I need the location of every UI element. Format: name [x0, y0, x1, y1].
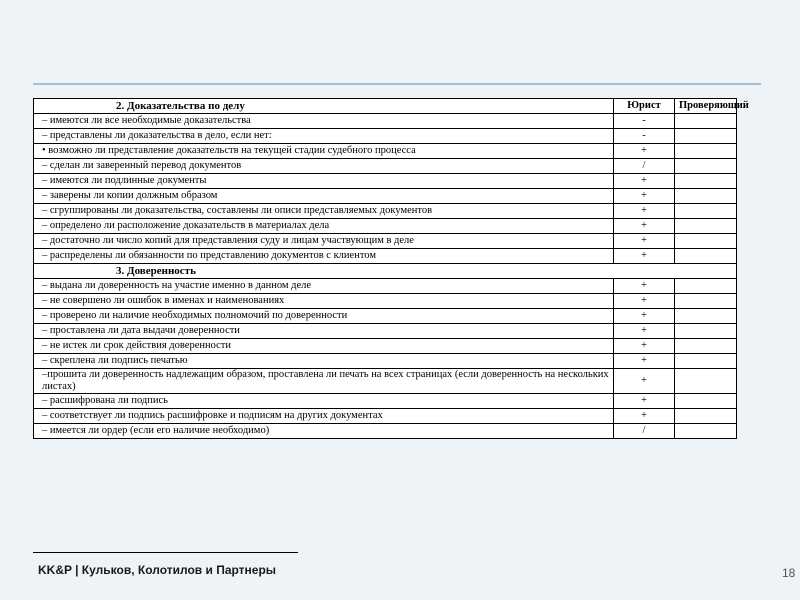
table-row	[34, 309, 737, 324]
checker-mark	[675, 204, 737, 219]
item-text: – сделан ли заверенный перевод документов	[34, 159, 614, 174]
checker-mark	[675, 219, 737, 234]
checker-mark	[675, 189, 737, 204]
lawyer-mark: +	[614, 309, 675, 324]
item-text: – определено ли расположение доказательств в материалах дела	[34, 219, 614, 234]
item-text: – заверены ли копии должным образом	[34, 189, 614, 204]
checker-mark	[675, 394, 737, 409]
checker-mark	[675, 129, 737, 144]
table-row	[34, 424, 737, 439]
table-row	[34, 234, 737, 249]
item-text: – не истек ли срок действия доверенности	[34, 339, 614, 354]
lawyer-mark: +	[614, 219, 675, 234]
footer-divider	[33, 552, 298, 553]
checker-mark	[675, 174, 737, 189]
item-text: – расшифрована ли подпись	[34, 394, 614, 409]
lawyer-mark: +	[614, 324, 675, 339]
lawyer-mark: /	[614, 424, 675, 439]
lawyer-mark: -	[614, 129, 675, 144]
table-row	[34, 159, 737, 174]
item-text: – достаточно ли число копий для представления суду и лицам участвующим в деле	[34, 234, 614, 249]
item-text: – не совершено ли ошибок в именах и наименованиях	[34, 294, 614, 309]
table-row	[34, 394, 737, 409]
lawyer-mark: +	[614, 279, 675, 294]
lawyer-mark: +	[614, 249, 675, 264]
lawyer-mark: /	[614, 159, 675, 174]
item-text: – проставлена ли дата выдачи доверенности	[34, 324, 614, 339]
item-text: – имеются ли все необходимые доказательства	[34, 114, 614, 129]
checker-mark	[675, 279, 737, 294]
lawyer-mark: +	[614, 174, 675, 189]
lawyer-mark: +	[614, 409, 675, 424]
top-divider	[33, 83, 761, 85]
lawyer-mark: -	[614, 114, 675, 129]
checker-mark	[675, 324, 737, 339]
section-title: 2. Доказательства по делу	[34, 99, 614, 114]
checker-mark	[675, 249, 737, 264]
table-row	[34, 189, 737, 204]
checker-mark	[675, 234, 737, 249]
table-row	[34, 324, 737, 339]
checker-mark	[675, 144, 737, 159]
lawyer-mark: +	[614, 294, 675, 309]
checker-mark	[675, 309, 737, 324]
item-text: – распределены ли обязанности по представлению документов с клиентом	[34, 249, 614, 264]
table-row	[34, 249, 737, 264]
table-row	[34, 144, 737, 159]
lawyer-mark: +	[614, 204, 675, 219]
item-text: – выдана ли доверенность на участие именно в данном деле	[34, 279, 614, 294]
item-text: – проверено ли наличие необходимых полномочий по доверенности	[34, 309, 614, 324]
lawyer-mark: +	[614, 189, 675, 204]
section-title: 3. Доверенность	[34, 264, 737, 279]
table-row	[34, 369, 737, 394]
lawyer-mark: +	[614, 144, 675, 159]
checker-mark	[675, 369, 737, 394]
table-row	[34, 354, 737, 369]
checker-mark	[675, 114, 737, 129]
table-row	[34, 339, 737, 354]
checklist-table	[33, 98, 749, 439]
item-text: – сгруппированы ли доказательства, составлены ли описи представляемых документов	[34, 204, 614, 219]
lawyer-mark: +	[614, 234, 675, 249]
lawyer-mark: +	[614, 394, 675, 409]
checker-mark	[675, 354, 737, 369]
checker-mark	[675, 339, 737, 354]
item-text: • возможно ли представление доказательств на текущей стадии судебного процесса	[34, 144, 614, 159]
lawyer-mark: +	[614, 354, 675, 369]
table-row	[34, 114, 737, 129]
item-text: – имеются ли подлинные документы	[34, 174, 614, 189]
table-row	[34, 204, 737, 219]
company-name: KK&P | Кульков, Колотилов и Партнеры	[38, 563, 277, 577]
item-text: – представлены ли доказательства в дело, если нет:	[34, 129, 614, 144]
section-header-row	[34, 264, 737, 279]
table-row	[34, 129, 737, 144]
checker-mark	[675, 409, 737, 424]
page-number: 18	[782, 566, 796, 580]
table-row	[34, 279, 737, 294]
checker-mark	[675, 294, 737, 309]
item-text: –прошита ли доверенность надлежащим образом, проставлена ли печать на всех страницах (если доверенность на нескольких листах)	[34, 369, 614, 394]
table-header-row	[34, 99, 737, 114]
table-row	[34, 294, 737, 309]
table-row	[34, 219, 737, 234]
lawyer-mark: +	[614, 339, 675, 354]
column-header-checker: Проверяющий	[675, 99, 737, 114]
checker-mark	[675, 159, 737, 174]
table-row	[34, 174, 737, 189]
item-text: – скреплена ли подпись печатью	[34, 354, 614, 369]
table-row	[34, 409, 737, 424]
column-header-lawyer: Юрист	[614, 99, 675, 114]
item-text: – имеется ли ордер (если его наличие необходимо)	[34, 424, 614, 439]
lawyer-mark: +	[614, 369, 675, 394]
item-text: – соответствует ли подпись расшифровке и подписям на других документах	[34, 409, 614, 424]
checker-mark	[675, 424, 737, 439]
